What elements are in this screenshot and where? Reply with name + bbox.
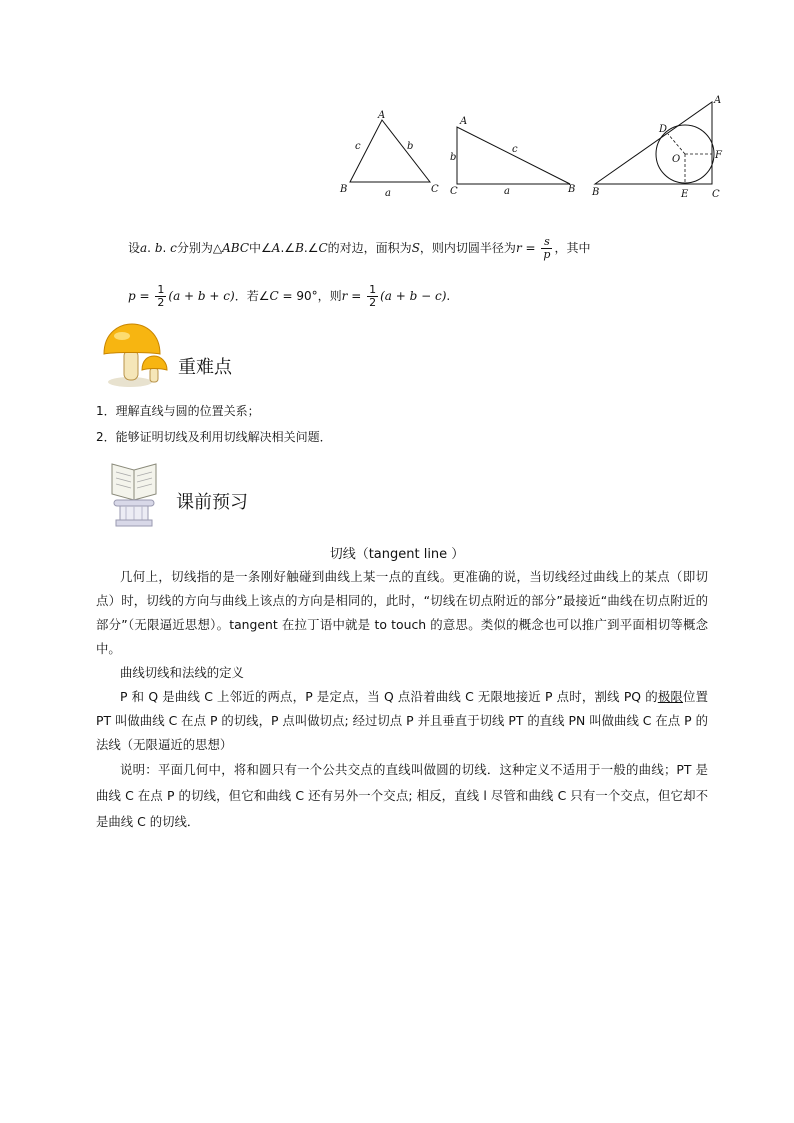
label-c-vertex: C — [712, 189, 720, 200]
label-a-vertex: A — [460, 116, 468, 127]
label-a-vertex: A — [714, 95, 722, 106]
section-title-preview: 课前预习 — [176, 492, 248, 513]
formula-line-2: p = $\frac{1}{2}$ (a + b + c)．若∠C = 90°，则r = $\frac{1}{2}$ (a + b − c). — [128, 283, 451, 309]
label-d-point: D — [659, 124, 668, 135]
tangent-title: 切线（tangent line ） — [329, 547, 465, 562]
triangle-abc — [339, 110, 439, 199]
label-c-vertex: C — [431, 184, 439, 195]
underlined-limit: 极限 — [657, 689, 684, 704]
label-a-vertex: A — [378, 110, 386, 121]
triangle-incircle — [591, 95, 723, 200]
subheading-curve-tangent-normal: 曲线切线和法线的定义 — [120, 665, 244, 680]
formula-line-1: 设a. b. c分别为△ABC中∠A.∠B.∠C的对边，面积为S，则内切圆半径为r = $\frac{s}{p}$ ，其中 — [128, 235, 591, 261]
mushroom-icon — [100, 322, 172, 392]
fraction-one-half: $\frac{1}{2}$ — [157, 283, 165, 309]
label-b-side: b — [450, 152, 457, 163]
key-point-item: 2．能够证明切线及利用切线解决相关问题． — [96, 430, 332, 444]
triangle-figures — [330, 92, 730, 204]
label-b-vertex: B — [568, 184, 576, 195]
label-a-side: a — [504, 186, 510, 197]
label-o-center: O — [672, 154, 681, 165]
label-c-vertex: C — [450, 186, 458, 197]
paragraph-tangent-definition: 几何上，切线指的是一条刚好触碰到曲线上某一点的直线。更准确的说，当切线经过曲线上的某点（即切点）时，切线的方向与曲线上该点的方向是相同的，此时，“切线在切点附近的部分”最接近“曲线在切点附近的部分”（无限逼近思想）。tangent 在拉丁语中就是 to touch 的意思。类似的概念也可以推广到平面相切等概念中。 — [96, 569, 708, 656]
paragraph-curve-tangent: P 和 Q 是曲线 C 上邻近的两点，P 是定点，当 Q 点沿着曲线 C 无限地接近 P 点时，割线 PQ 的极限位置 PT 叫做曲线 C 在点 P 的切线，P 点叫做切点; 经过切点 P 并且垂直于切线 PT 的直线 PN 叫做曲线 C 在点 P 的法线（无限逼近的思想） — [96, 689, 709, 752]
book-pillar-icon — [104, 456, 168, 528]
key-point-item: 1．理解直线与圆的位置关系； — [96, 404, 260, 418]
fraction-one-half: $\frac{1}{2}$ — [369, 283, 377, 309]
section-title-key-points: 重难点 — [178, 357, 232, 378]
label-b-vertex: B — [340, 184, 348, 195]
fraction-s-over-p: $\frac{s}{p}$ — [543, 235, 551, 261]
label-e-point: E — [681, 189, 689, 200]
paragraph-note: 说明：平面几何中，将和圆只有一个公共交点的直线叫做圆的切线．这种定义不适用于一般的曲线；PT 是曲线 C 在点 P 的切线，但它和曲线 C 还有另外一个交点; 相反，直线 l 尽管和曲线 C 只有一个交点，但它却不是曲线 C 的切线． — [96, 762, 708, 829]
triangle-right — [450, 116, 575, 197]
label-c-side: c — [512, 144, 518, 155]
label-b-vertex: B — [592, 187, 600, 198]
label-b-side: b — [407, 141, 414, 152]
label-a-side: a — [385, 188, 391, 199]
label-f-point: F — [715, 150, 722, 161]
label-c-side: c — [355, 141, 361, 152]
